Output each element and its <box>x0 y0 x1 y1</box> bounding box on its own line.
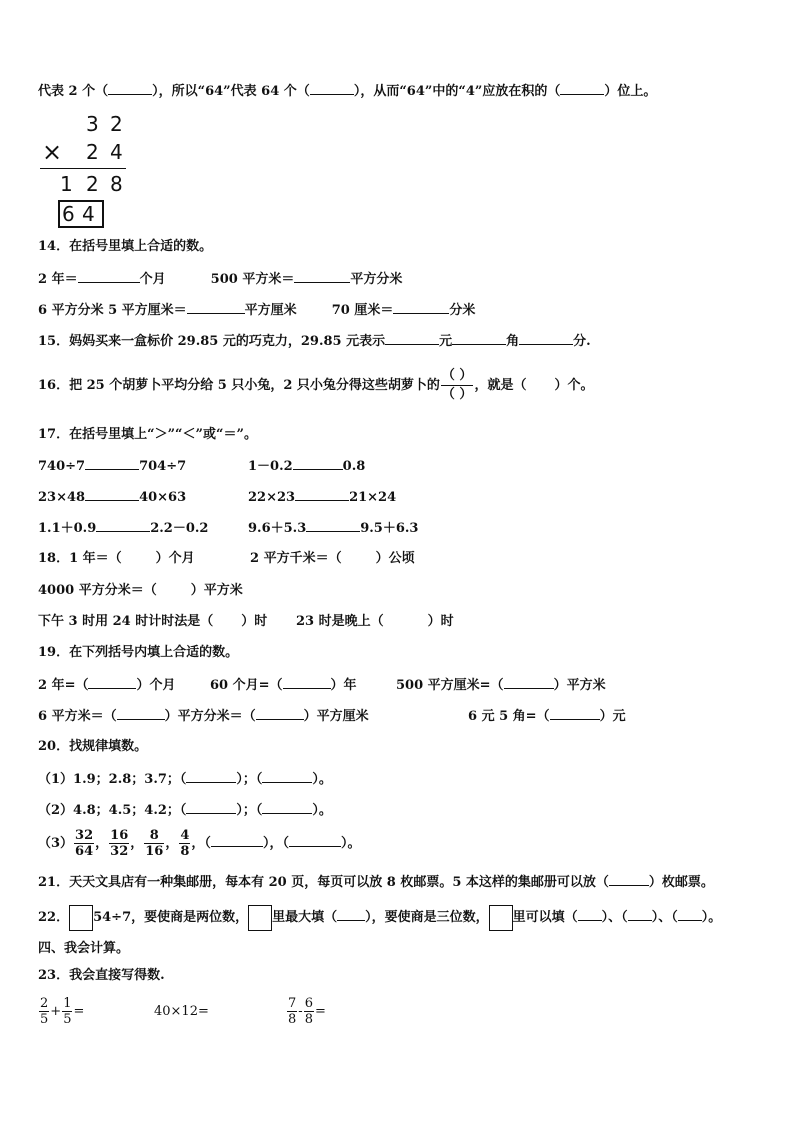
answer-blank[interactable] <box>560 82 604 95</box>
expression-2: 40×12= <box>154 1004 209 1019</box>
answer-blank[interactable] <box>88 676 136 689</box>
fraction: $\frac{1}{5}$ <box>63 996 72 1027</box>
answer-blank[interactable] <box>262 801 312 814</box>
answer-blank[interactable] <box>108 82 152 95</box>
answer-blank[interactable] <box>628 908 652 921</box>
answer-blank[interactable] <box>504 676 554 689</box>
answer-blank[interactable] <box>186 770 236 783</box>
answer-blank[interactable] <box>519 332 573 345</box>
expression-3: $\frac{7}{8}$ - $\frac{6}{8}$ = <box>288 996 326 1027</box>
q20-line2: （2）4.8；4.5；4.2；（ ）；（ ）。 <box>38 803 332 818</box>
answer-blank[interactable] <box>295 488 349 501</box>
digit-box[interactable] <box>248 905 272 931</box>
fraction: $\frac{6}{8}$ <box>304 996 313 1027</box>
answer-blank[interactable] <box>187 301 245 314</box>
q20-line3: （3） $\frac{32}{64}$ ， $\frac{16}{32}$ ， $\frac{8}{16}$ ， $\frac{4}{8}$ ，（ ），（ ）。 <box>38 828 361 859</box>
expression-1: $\frac{2}{5}$ + $\frac{1}{5}$ = <box>40 996 85 1027</box>
answer-blank[interactable] <box>385 332 439 345</box>
answer-blank[interactable] <box>211 834 263 847</box>
answer-blank[interactable] <box>678 908 702 921</box>
q20-title: 20．找规律填数。 <box>38 739 148 754</box>
answer-blank[interactable] <box>117 707 165 720</box>
answer-blank[interactable] <box>393 301 449 314</box>
q16-line: 16．把 25 个胡萝卜平均分给 5 只小兔，2 只小兔分得这些胡萝卜的 $\frac{( )}{( )}$ ，就是（ ）个。 <box>38 368 594 402</box>
answer-blank[interactable] <box>550 707 600 720</box>
answer-blank[interactable] <box>337 908 365 921</box>
fraction-blank[interactable]: $\frac{( )}{( )}$ <box>441 368 473 402</box>
answer-blank[interactable] <box>96 519 150 532</box>
answer-blank[interactable] <box>306 519 360 532</box>
q13-tail-line: 代表 2 个（ ），所以“64”代表 64 个（ ），从而“64”中的“4”应放在积的（ ）位上。 <box>38 84 657 99</box>
answer-blank[interactable] <box>262 770 312 783</box>
vertical-multiplication: 3 2 × 2 4 1 2 8 6 4 <box>38 110 148 230</box>
q14-line1: 2 年＝ 个月 500 平方米＝ 平方分米 <box>38 272 403 287</box>
q15-line: 15．妈妈买来一盒标价 29.85 元的巧克力，29.85 元表示 元 角 分. <box>38 334 591 349</box>
q23-title: 23．我会直接写得数. <box>38 968 165 983</box>
q19-title: 19．在下列括号内填上合适的数。 <box>38 645 239 660</box>
fraction: $\frac{4}{8}$ <box>180 828 190 859</box>
q23-expressions <box>38 992 438 1032</box>
answer-blank[interactable] <box>293 457 343 470</box>
fraction: $\frac{7}{8}$ <box>288 996 297 1027</box>
digit-box[interactable] <box>489 905 513 931</box>
answer-blank[interactable] <box>78 270 140 283</box>
answer-blank[interactable] <box>294 270 350 283</box>
divider-line <box>40 168 126 169</box>
q14-line2: 6 平方分米 5 平方厘米＝ 平方厘米 70 厘米＝ 分米 <box>38 303 476 318</box>
digit-box[interactable] <box>69 905 93 931</box>
answer-blank[interactable] <box>289 834 341 847</box>
answer-blank[interactable] <box>85 488 139 501</box>
fraction: $\frac{8}{16}$ <box>145 828 164 859</box>
fraction: $\frac{16}{32}$ <box>110 828 129 859</box>
section-heading: 四、我会计算。 <box>38 941 130 956</box>
q20-line1: （1）1.9；2.8；3.7；（ ）；（ ）。 <box>38 772 332 787</box>
fraction: $\frac{32}{64}$ <box>75 828 94 859</box>
q21-line: 21．天天文具店有一种集邮册，每本有 20 页，每页可以放 8 枚邮票。5 本这样的集邮册可以放（ ）枚邮票。 <box>38 875 714 890</box>
q18-line2: 4000 平方分米＝（ ）平方米 <box>38 583 243 598</box>
answer-blank[interactable] <box>283 676 331 689</box>
q22-line: 22． 54÷7，要使商是两位数， 里最大填（ ），要使商是三位数， 里可以填（ ）、（ ）、（ ）。 <box>38 904 721 932</box>
answer-blank[interactable] <box>609 873 649 886</box>
answer-blank[interactable] <box>256 707 304 720</box>
q14-title: 14．在括号里填上合适的数。 <box>38 239 213 254</box>
answer-blank[interactable] <box>452 332 506 345</box>
answer-blank[interactable] <box>578 908 602 921</box>
answer-blank[interactable] <box>310 82 354 95</box>
answer-blank[interactable] <box>186 801 236 814</box>
q17-title: 17．在括号里填上“＞”“＜”或“＝”。 <box>38 427 257 442</box>
fraction: $\frac{2}{5}$ <box>40 996 49 1027</box>
answer-blank[interactable] <box>85 457 139 470</box>
